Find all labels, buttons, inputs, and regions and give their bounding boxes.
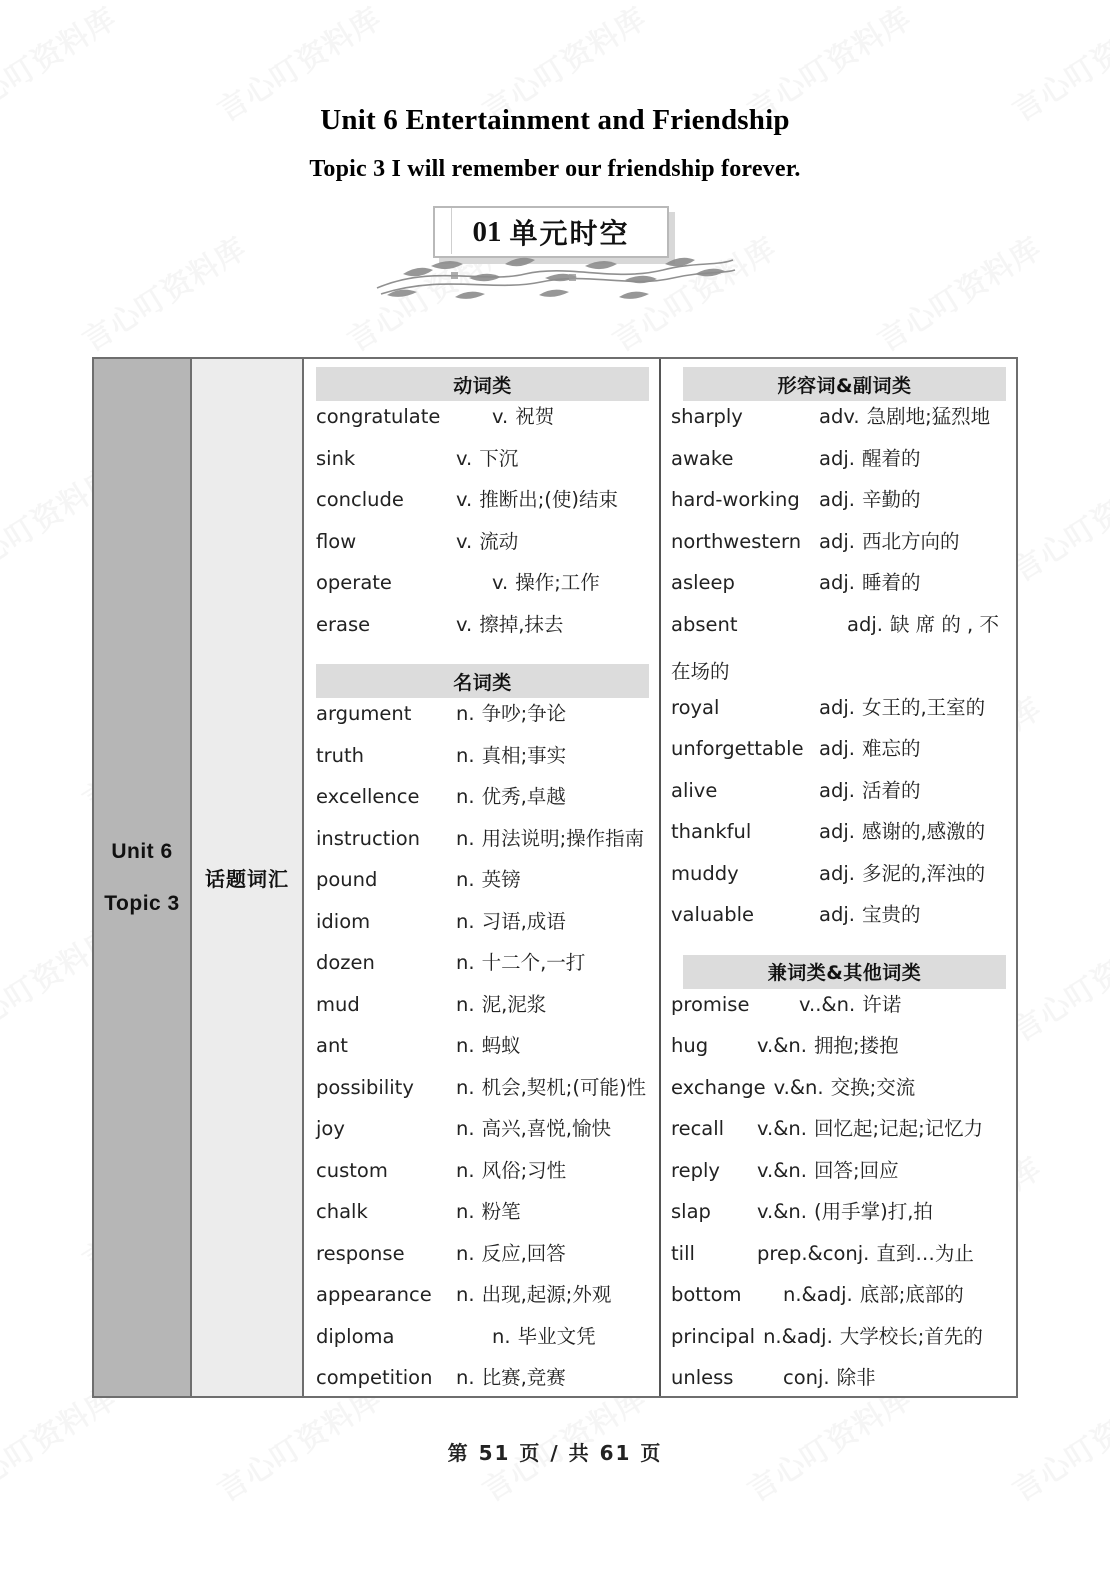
entry-part-of-speech: adj. [819, 861, 855, 885]
entry-word: excellence [316, 785, 420, 808]
vocabulary-entry [304, 743, 659, 788]
entry-part-of-speech: adj. [819, 571, 855, 594]
entry-meaning: 擦掉,抹去 [479, 612, 564, 636]
entry-meaning: 缺 席 的 , 不 [889, 612, 999, 636]
entry-definition [456, 490, 618, 510]
vocabulary-entry [661, 739, 1016, 781]
entry-part-of-speech: n. [456, 909, 475, 933]
entry-meaning: 多泥的,浑浊的 [861, 861, 986, 885]
entry-word: instruction [316, 826, 421, 850]
entry-meaning: 操作;工作 [515, 571, 600, 594]
entry-word: northwestern [671, 529, 802, 553]
entry-word: idiom [316, 909, 371, 933]
entry-meaning: 急剧地;猛烈地 [866, 405, 991, 428]
entry-part-of-speech: n. [456, 1366, 475, 1389]
section-banner [385, 206, 725, 302]
entry-meaning: 女王的,王室的 [861, 695, 986, 719]
entry-meaning: 醒着的 [861, 446, 921, 470]
entry-definition [456, 909, 566, 933]
entry-word: mud [316, 992, 360, 1016]
entry-meaning: 习语,成语 [481, 909, 566, 933]
entry-meaning: 毕业文凭 [517, 1324, 596, 1348]
entry-definition [456, 1241, 566, 1265]
vocabulary-entry [304, 826, 659, 871]
entry-definition [819, 407, 990, 427]
entry-definition [456, 529, 519, 553]
vocabulary-entry [661, 612, 1016, 657]
entry-part-of-speech: n. [456, 702, 475, 725]
banner-number: 01 [472, 215, 502, 248]
entry-definition [819, 446, 921, 470]
entry-part-of-speech: n. [456, 1200, 475, 1223]
table-col-right-words [661, 359, 1016, 1396]
entry-word: absent [671, 612, 738, 636]
entry-definition [456, 1202, 521, 1222]
entry-part-of-speech: adj. [819, 820, 855, 843]
entry-definition [757, 1036, 899, 1056]
entry-word: flow [316, 529, 357, 553]
entry-part-of-speech: v.&n. [757, 1158, 807, 1182]
entry-part-of-speech: n. [492, 1324, 511, 1348]
entry-definition [757, 1158, 899, 1182]
entry-word: sink [316, 446, 356, 470]
entry-wrap-line: 在场的 [671, 660, 730, 683]
entry-word: valuable [671, 903, 755, 926]
category-header: 形容词&副词类 [683, 367, 1006, 401]
entry-part-of-speech: n. [456, 785, 475, 808]
entry-word: response [316, 1241, 405, 1265]
entry-definition [819, 905, 920, 925]
entry-part-of-speech: v..&n. [799, 992, 856, 1016]
entry-meaning: 交换;交流 [830, 1075, 916, 1099]
vocabulary-entry [661, 905, 1016, 947]
entry-part-of-speech: n. [456, 868, 475, 891]
entry-part-of-speech: v.&n. [757, 1117, 807, 1140]
vocabulary-entry [661, 1368, 1016, 1396]
vocabulary-entry [661, 861, 1016, 906]
entry-meaning: 用法说明;操作指南 [481, 826, 645, 850]
entry-definition [456, 1036, 521, 1056]
entry-meaning: 回忆起;记起;记忆力 [814, 1117, 984, 1140]
vocabulary-entry [304, 1324, 659, 1369]
vocabulary-entry [304, 787, 659, 829]
entry-definition [456, 1119, 611, 1139]
vocabulary-entry [304, 1119, 659, 1161]
entry-meaning: 许诺 [862, 992, 902, 1016]
entry-word: exchange [671, 1075, 766, 1099]
entry-part-of-speech: n. [456, 1117, 475, 1140]
entry-definition [783, 1285, 964, 1305]
entry-part-of-speech: adj. [819, 778, 855, 802]
vocabulary-entry [304, 407, 659, 449]
vocabulary-entry [304, 1241, 659, 1286]
entry-definition [819, 861, 986, 885]
entry-definition [757, 1241, 974, 1265]
entry-definition [456, 1368, 566, 1388]
entry-part-of-speech: n. [456, 1158, 475, 1182]
entry-word: unforgettable [671, 737, 804, 760]
entry-word: joy [316, 1117, 345, 1140]
entry-part-of-speech: v.&n. [757, 1034, 807, 1057]
entry-meaning: 宝贵的 [861, 903, 921, 926]
entry-word: ant [316, 1034, 348, 1057]
entry-definition [456, 870, 521, 890]
entry-meaning: 争吵;争论 [481, 702, 567, 725]
entry-definition [757, 1202, 933, 1222]
entry-definition [456, 612, 564, 636]
vocabulary-entry [304, 1285, 659, 1327]
entry-word: principal [671, 1324, 756, 1348]
vocabulary-table [92, 357, 1018, 1398]
entry-word: unless [671, 1366, 734, 1389]
vocabulary-entry [661, 1075, 1016, 1120]
entry-word: royal [671, 695, 720, 719]
entry-meaning: 直到…为止 [876, 1241, 974, 1265]
entry-part-of-speech: adj. [819, 488, 855, 511]
entry-meaning: 底部;底部的 [859, 1283, 964, 1306]
entry-meaning: 辛勤的 [861, 488, 921, 511]
vocabulary-entry [304, 870, 659, 912]
entry-meaning: 比赛,竞赛 [481, 1366, 566, 1389]
topic-number-label: Topic 3 [104, 891, 180, 915]
entry-definition [492, 407, 554, 427]
vocabulary-entry [304, 1368, 659, 1396]
entry-part-of-speech: conj. [783, 1366, 830, 1389]
entry-part-of-speech: n.&adj. [783, 1283, 853, 1306]
entry-meaning: 下沉 [479, 446, 519, 470]
entry-word: pound [316, 868, 378, 891]
entry-word: conclude [316, 488, 404, 511]
entry-part-of-speech: v. [456, 488, 473, 511]
entry-meaning: 祝贺 [515, 405, 555, 428]
entry-part-of-speech: n. [456, 992, 475, 1016]
entry-definition [456, 826, 645, 850]
entry-meaning: 十二个,一打 [481, 951, 586, 974]
entry-word: diploma [316, 1324, 395, 1348]
banner-label: 单元时空 [509, 217, 630, 250]
entry-meaning: 活着的 [861, 778, 921, 802]
entry-meaning: 机会,契机;(可能)性 [481, 1075, 647, 1099]
entry-meaning: (用手掌)打,拍 [814, 1200, 933, 1223]
category-header: 名词类 [316, 664, 649, 698]
entry-meaning: 英镑 [481, 868, 521, 891]
entry-word: custom [316, 1158, 388, 1182]
entry-part-of-speech: adj. [819, 903, 855, 926]
table-col-unit [94, 359, 192, 1396]
entry-meaning: 真相;事实 [481, 743, 567, 767]
entry-meaning: 流动 [479, 529, 519, 553]
entry-part-of-speech: adj. [847, 612, 883, 636]
vocabulary-entry [304, 704, 659, 746]
entry-word: sharply [671, 405, 743, 428]
entry-word: muddy [671, 861, 739, 885]
entry-part-of-speech: n. [456, 1283, 475, 1306]
entry-part-of-speech: v. [492, 405, 509, 428]
entry-definition [819, 490, 920, 510]
vocabulary-entry [304, 953, 659, 995]
vocabulary-entry [661, 1202, 1016, 1244]
vocabulary-entry [304, 1202, 659, 1244]
entry-meaning: 难忘的 [861, 737, 921, 760]
entry-word: possibility [316, 1075, 414, 1099]
entry-part-of-speech: adj. [819, 695, 855, 719]
vocabulary-entry [661, 529, 1016, 574]
entry-word: recall [671, 1117, 725, 1140]
entry-definition [819, 822, 985, 842]
entry-word: promise [671, 992, 750, 1016]
entry-word: truth [316, 743, 365, 767]
entry-meaning: 西北方向的 [861, 529, 960, 553]
entry-part-of-speech: v. [492, 571, 509, 594]
category-header: 兼词类&其他词类 [683, 955, 1006, 989]
entry-word: slap [671, 1200, 711, 1223]
entry-part-of-speech: n. [456, 1034, 475, 1057]
entry-definition [456, 446, 519, 470]
entry-meaning: 反应,回答 [481, 1241, 566, 1265]
entry-definition [819, 778, 921, 802]
entry-meaning: 优秀,卓越 [481, 785, 566, 808]
entry-definition [763, 1324, 983, 1348]
entry-part-of-speech: adj. [819, 529, 855, 553]
entry-meaning: 拥抱;搂抱 [814, 1034, 899, 1057]
entry-definition [799, 992, 902, 1016]
vocabulary-entry [661, 1324, 1016, 1369]
entry-part-of-speech: n. [456, 1241, 475, 1265]
entry-definition [492, 573, 600, 593]
vocabulary-entry [304, 909, 659, 954]
vocabulary-entry [304, 1075, 659, 1120]
vocabulary-entry [661, 778, 1016, 823]
entry-meaning: 出现,起源;外观 [481, 1283, 612, 1306]
entry-part-of-speech: n. [456, 1075, 475, 1099]
entry-definition [456, 1075, 647, 1099]
entry-definition [456, 1285, 611, 1305]
vocabulary-entry [661, 1036, 1016, 1078]
vocabulary-entry [304, 529, 659, 574]
entry-definition [819, 695, 986, 719]
table-col-topic [192, 359, 304, 1396]
entry-word: awake [671, 446, 734, 470]
entry-word: appearance [316, 1283, 432, 1306]
entry-meaning: 睡着的 [861, 571, 921, 594]
entry-word: reply [671, 1158, 720, 1182]
entry-word: bottom [671, 1283, 742, 1306]
entry-definition [819, 739, 920, 759]
entry-meaning: 推断出;(使)结束 [479, 488, 619, 511]
entry-part-of-speech: v.&n. [757, 1200, 807, 1223]
category-header: 动词类 [316, 367, 649, 401]
entry-word: chalk [316, 1200, 368, 1223]
unit-label: Unit 6 [111, 839, 173, 863]
entry-meaning: 泥,泥浆 [481, 992, 547, 1016]
entry-word: congratulate [316, 405, 441, 428]
entry-definition [456, 743, 567, 767]
page-title: Unit 6 Entertainment and Friendship [320, 104, 790, 136]
vocabulary-entry [661, 573, 1016, 615]
entry-word: alive [671, 778, 718, 802]
entry-part-of-speech: n. [456, 951, 475, 974]
entry-part-of-speech: adj. [819, 737, 855, 760]
entry-definition [773, 1075, 916, 1099]
entry-definition [492, 1324, 596, 1348]
vocabulary-entry [661, 695, 1016, 740]
vocabulary-entry [304, 1158, 659, 1203]
vocabulary-entry [304, 446, 659, 491]
entry-word: asleep [671, 571, 735, 594]
entry-part-of-speech: v.&n. [773, 1075, 824, 1099]
entry-meaning: 大学校长;首先的 [839, 1324, 983, 1348]
entry-part-of-speech: v. [456, 446, 473, 470]
entry-part-of-speech: n.&adj. [763, 1324, 833, 1348]
entry-definition [456, 1158, 567, 1182]
vocabulary-entry [661, 1158, 1016, 1203]
entry-definition [757, 1119, 983, 1139]
entry-meaning: 蚂蚁 [481, 1034, 521, 1057]
vocabulary-entry [304, 573, 659, 615]
vocabulary-entry [661, 1285, 1016, 1327]
vocabulary-entry [661, 446, 1016, 491]
entry-word: dozen [316, 951, 375, 974]
vocabulary-entry [661, 1119, 1016, 1161]
vocabulary-entry [304, 1036, 659, 1078]
entry-meaning: 除非 [836, 1366, 876, 1389]
entry-part-of-speech: prep.&conj. [757, 1241, 870, 1265]
vocabulary-entry [661, 407, 1016, 449]
entry-word: argument [316, 702, 412, 725]
entry-word: competition [316, 1366, 433, 1389]
vocabulary-entry [304, 490, 659, 532]
entry-definition [456, 953, 585, 973]
entry-meaning: 高兴,喜悦,愉快 [481, 1117, 611, 1140]
table-col-left-words [304, 359, 661, 1396]
entry-part-of-speech: n. [456, 743, 475, 767]
entry-word: till [671, 1241, 695, 1265]
entry-meaning: 风俗;习性 [481, 1158, 567, 1182]
entry-word: hard-working [671, 488, 800, 511]
vocabulary-entry [661, 1241, 1016, 1286]
entry-definition [456, 704, 566, 724]
entry-word: erase [316, 612, 371, 636]
bamboo-flourish-icon [373, 244, 737, 302]
vocabulary-entry [661, 992, 1016, 1037]
page-footer: 第 51 页 / 共 61 页 [447, 1441, 663, 1465]
entry-word: hug [671, 1034, 709, 1057]
entry-part-of-speech: v. [456, 529, 473, 553]
entry-definition [847, 612, 999, 636]
topic-vocabulary-label: 话题词汇 [205, 867, 289, 891]
entry-meaning: 粉笔 [481, 1200, 521, 1223]
entry-part-of-speech: v. [456, 612, 473, 636]
entry-part-of-speech: adv. [819, 405, 860, 428]
entry-part-of-speech: n. [456, 826, 475, 850]
entry-meaning: 感谢的,感激的 [861, 820, 986, 843]
entry-definition [819, 529, 960, 553]
entry-part-of-speech: adj. [819, 446, 855, 470]
entry-definition [783, 1368, 876, 1388]
vocabulary-entry [661, 822, 1016, 864]
page-subtitle: Topic 3 I will remember our friendship forever. [309, 156, 801, 182]
entry-definition [819, 573, 920, 593]
entry-meaning: 回答;回应 [814, 1158, 899, 1182]
vocabulary-entry [304, 992, 659, 1037]
entry-definition [456, 992, 547, 1016]
entry-definition [456, 787, 566, 807]
entry-word: operate [316, 571, 392, 594]
vocabulary-entry [304, 612, 659, 657]
vocabulary-entry [661, 490, 1016, 532]
entry-word: thankful [671, 820, 752, 843]
